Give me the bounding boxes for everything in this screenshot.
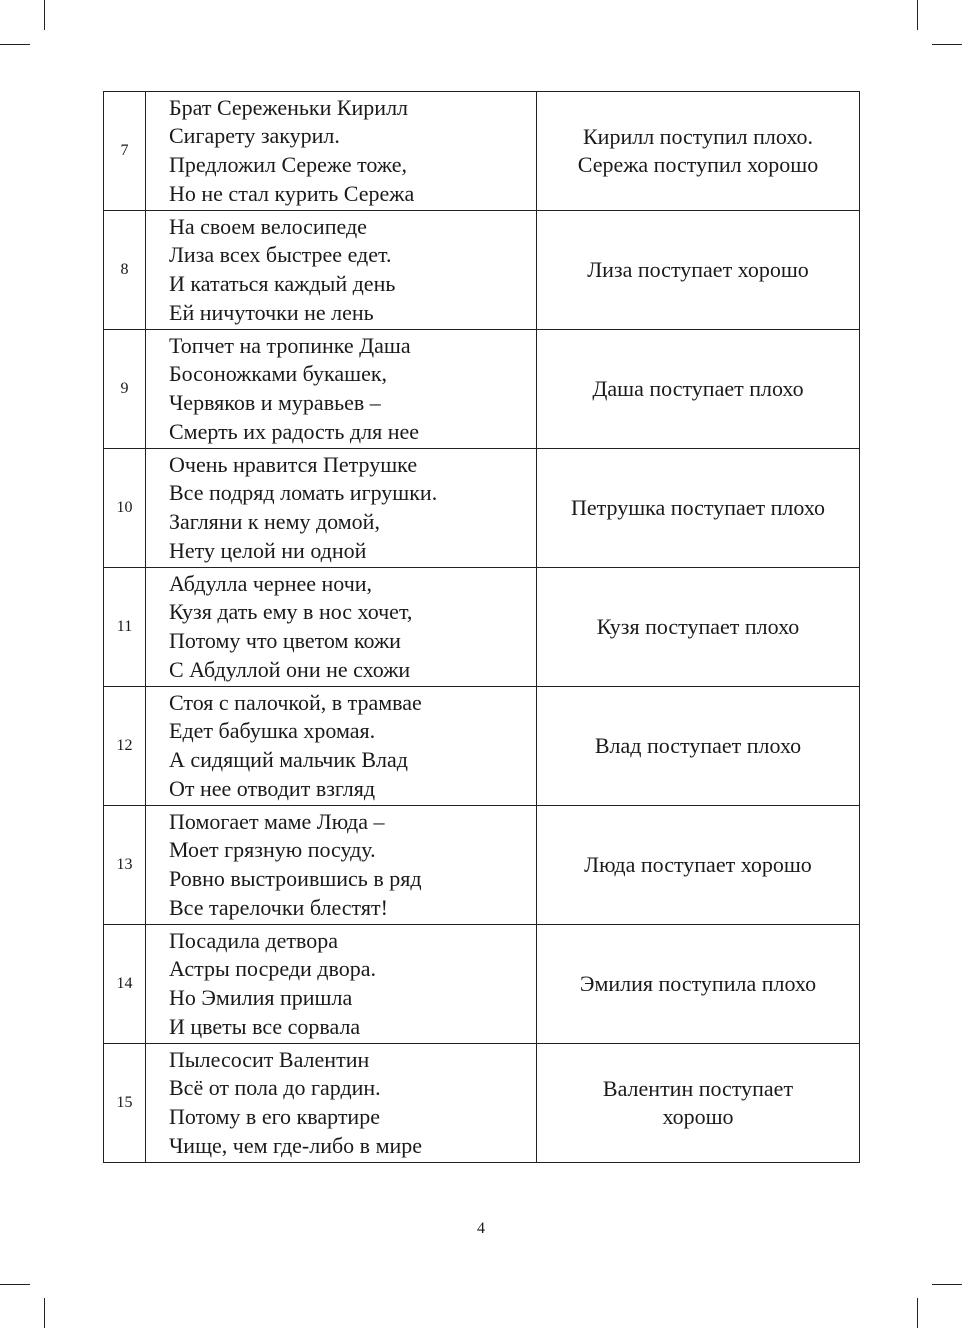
poem-cell [146, 211, 537, 330]
verdict-line: Сережа поступил хорошо [577, 152, 819, 177]
poem-line: Помогает маме Люда – [169, 808, 385, 834]
poem-line: Смерть их радость для нее [169, 418, 420, 444]
poem-line: Лиза всех быстрее едет. [169, 242, 392, 268]
verdict-line: Лиза поступает хорошо [587, 256, 809, 282]
poem-line: Босоножками букашек, [169, 361, 388, 387]
poem-cell [146, 1044, 537, 1163]
row-number: 13 [104, 806, 146, 925]
poem-line: Посадила детвора [169, 927, 339, 953]
poem-cell [146, 330, 537, 449]
verdict-line: хорошо [662, 1104, 734, 1129]
crop-mark [0, 44, 30, 45]
table-row [104, 687, 860, 806]
verdict-line: Петрушка поступает плохо [571, 494, 825, 520]
poem-line: На своем велосипеде [169, 213, 367, 239]
poem-line: Все тарелочки блестят! [169, 894, 388, 920]
verdict-cell [537, 449, 860, 568]
crop-mark [917, 1298, 918, 1328]
poem-line: Сигарету закурил. [169, 123, 340, 149]
table-row [104, 1044, 860, 1163]
row-number: 15 [104, 1044, 146, 1163]
poem-line: С Абдуллой они не схожи [169, 656, 411, 682]
verdict-line: Влад поступает плохо [594, 732, 802, 758]
poem-line: Потому что цветом кожи [169, 628, 401, 653]
poem-line: Очень нравится Петрушке [169, 451, 418, 477]
row-number: 12 [104, 687, 146, 806]
poem-line: Едет бабушка хромая. [169, 718, 376, 744]
poem-line: Все подряд ломать игрушки. [169, 480, 438, 506]
poem-line: Чище, чем где-либо в мире [169, 1132, 423, 1158]
row-number: 7 [104, 92, 146, 211]
verdict-line: Кирилл поступил плохо. [583, 123, 813, 149]
verdict-line: Люда поступает хорошо [584, 851, 812, 877]
table-row [104, 568, 860, 687]
poem-line: И кататься каждый день [169, 271, 396, 296]
poem-line: Ей ничуточки не лень [169, 299, 374, 325]
page-number: 4 [477, 1220, 485, 1237]
verdict-line: Даша поступает плохо [592, 375, 804, 401]
poems-table [103, 91, 860, 1163]
verdict-cell [537, 925, 860, 1044]
table-row [104, 806, 860, 925]
crop-mark [932, 44, 962, 45]
table-row [104, 92, 860, 211]
row-number: 10 [104, 449, 146, 568]
poem-line: Кузя дать ему в нос хочет, [169, 599, 413, 625]
poem-cell [146, 449, 537, 568]
poem-line: Моет грязную посуду. [169, 837, 376, 863]
crop-mark [917, 0, 918, 30]
table-row [104, 211, 860, 330]
poem-line: Нету целой ни одной [169, 537, 367, 563]
verdict-line: Валентин поступает [602, 1075, 794, 1101]
poem-line: Ровно выстроившись в ряд [169, 866, 422, 891]
poem-cell [146, 925, 537, 1044]
verdict-cell [537, 687, 860, 806]
table-row [104, 925, 860, 1044]
poem-cell [146, 568, 537, 687]
crop-mark [932, 1284, 962, 1285]
poem-cell [146, 687, 537, 806]
poem-line: Потому в его квартире [169, 1104, 380, 1129]
table-row [104, 330, 860, 449]
row-number: 11 [104, 568, 146, 687]
row-number: 14 [104, 925, 146, 1044]
poem-line: Топчет на тропинке Даша [169, 332, 411, 358]
poem-line: Червяков и муравьев – [169, 390, 381, 415]
table-row [104, 449, 860, 568]
poem-line: Предложил Сереже тоже, [169, 152, 408, 177]
poem-line: Но не стал курить Сережа [169, 180, 415, 206]
verdict-line: Эмилия поступила плохо [579, 970, 817, 996]
verdict-cell [537, 1044, 860, 1163]
poem-cell [146, 92, 537, 211]
verdict-line: Кузя поступает плохо [596, 613, 800, 639]
row-number: 8 [104, 211, 146, 330]
verdict-cell [537, 92, 860, 211]
poem-line: Всё от пола до гардин. [169, 1075, 381, 1101]
poem-line: Загляни к нему домой, [169, 509, 380, 534]
poem-line: Абдулла чернее ночи, [169, 570, 373, 596]
poem-line: И цветы все сорвала [169, 1013, 361, 1039]
poem-line: А сидящий мальчик Влад [169, 747, 408, 772]
poem-cell [146, 806, 537, 925]
poem-line: Стоя с палочкой, в трамвае [169, 689, 422, 715]
row-number: 9 [104, 330, 146, 449]
poem-line: Астры посреди двора. [169, 956, 376, 982]
verdict-cell [537, 330, 860, 449]
poems-table-body [104, 92, 860, 1163]
crop-mark [0, 1284, 30, 1285]
verdict-cell [537, 568, 860, 687]
verdict-cell [537, 806, 860, 925]
verdict-cell [537, 211, 860, 330]
crop-mark [44, 0, 45, 30]
poem-line: Пылесосит Валентин [169, 1046, 370, 1072]
poem-line: Но Эмилия пришла [169, 985, 353, 1010]
crop-mark [44, 1298, 45, 1328]
poem-line: Брат Сереженьки Кирилл [169, 94, 409, 120]
poem-line: От нее отводит взгляд [169, 775, 376, 801]
